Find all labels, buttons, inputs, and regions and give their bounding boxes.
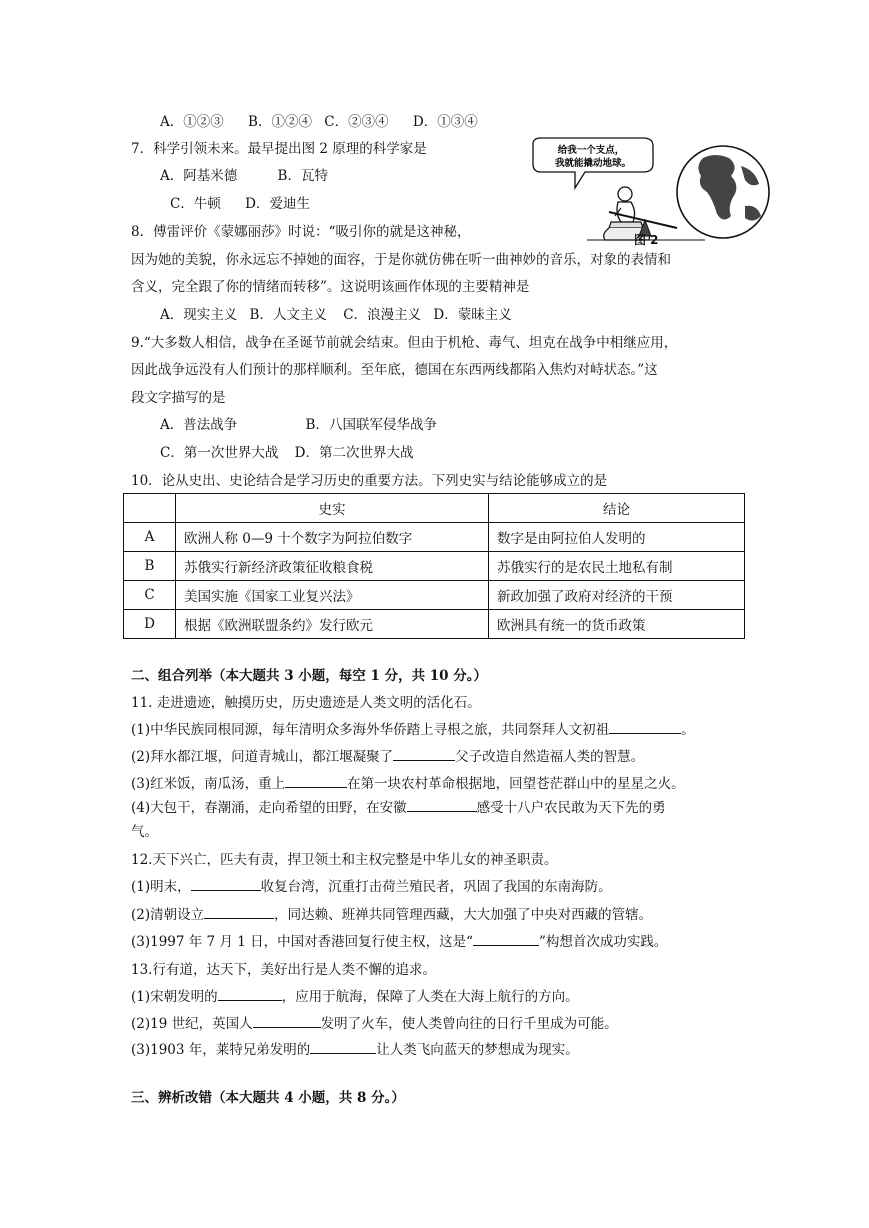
q11-part4-end: 感受十八户农民敢为天下先的勇	[476, 800, 666, 816]
q10-stem: 10．论从史出、史论结合是学习历史的重要方法。下列史实与结论能够成立的是	[131, 473, 608, 489]
answer-blank[interactable]	[310, 1041, 376, 1054]
q11-part3	[131, 775, 685, 793]
q11-part1-text: (1)中华民族同根同源，每年清明众多海外华侨踏上寻根之旅，共同祭拜人文初祖	[131, 722, 610, 738]
q6-option-b: B．①②④	[248, 114, 312, 130]
answer-blank[interactable]	[191, 878, 261, 891]
q11-part2	[131, 748, 644, 766]
q12-part1-end: 收复台湾，沉重打击荷兰殖民者，巩固了我国的东南海防。	[260, 879, 612, 895]
q10-table	[123, 493, 745, 639]
q12-part1-text: (1)明末，	[131, 879, 191, 895]
row-fact: 根据《欧洲联盟条约》发行欧元	[176, 610, 489, 639]
q9-option-d: D．第二次世界大战	[294, 445, 414, 461]
q13-part1	[131, 988, 579, 1006]
q7-option-d: D．爱迪生	[245, 196, 310, 212]
row-conclusion: 欧洲具有统一的货币政策	[489, 610, 745, 639]
answer-blank[interactable]	[407, 799, 477, 812]
q7-options-row2	[170, 195, 310, 213]
q12-part2-text: (2)清朝设立	[131, 907, 205, 923]
row-label: C	[124, 581, 176, 610]
row-conclusion: 数字是由阿拉伯人发明的	[489, 523, 745, 552]
q13-part2	[131, 1015, 618, 1033]
q11-part4-text: (4)大包干，春潮涌，走向希望的田野，在安徽	[131, 800, 407, 816]
answer-blank[interactable]	[218, 988, 282, 1001]
q13-part3-end: 让人类飞向蓝天的梦想成为现实。	[376, 1042, 579, 1058]
q11-part2-text: (2)拜水都江堰，问道青城山，都江堰凝聚了	[131, 749, 394, 765]
q9-options-row1	[160, 416, 437, 434]
speech-text-line2: 我就能撬动地球。	[554, 158, 632, 169]
table-header-fact: 史实	[176, 494, 489, 523]
q8-line3: 含义，完全跟了你的情绪而转移”。这说明该画作体现的主要精神是	[131, 279, 530, 295]
q13-stem: 13.行有道，达天下，美好出行是人类不懈的追求。	[131, 962, 436, 978]
q12-part2-end: ，同达赖、班禅共同管理西藏，大大加强了中央对西藏的管辖。	[274, 907, 653, 923]
q8-options	[160, 306, 512, 324]
table-row	[124, 581, 745, 610]
section-3-title: 三、辨析改错（本大题共 4 小题，共 8 分。）	[131, 1090, 405, 1106]
row-fact: 欧洲人称 0—9 十个数字为阿拉伯数字	[176, 523, 489, 552]
q8-option-d: D．蒙昧主义	[433, 307, 512, 323]
q7-option-c: C．牛顿	[170, 196, 221, 212]
answer-blank[interactable]	[473, 933, 539, 946]
row-label: B	[124, 552, 176, 581]
q12-part3-end: ”构想首次成功实践。	[539, 934, 668, 950]
answer-blank[interactable]	[393, 748, 455, 761]
q13-part1-end: ，应用于航海，保障了人类在大海上航行的方向。	[281, 989, 579, 1005]
q11-stem: 11. 走进遗迹，触摸历史，历史遗迹是人类文明的活化石。	[131, 695, 481, 711]
q7-option-b: B．瓦特	[277, 168, 328, 184]
q11-part3-text: (3)红米饭，南瓜汤，重上	[131, 776, 286, 792]
answer-blank[interactable]	[204, 906, 274, 919]
q12-stem: 12.天下兴亡，匹夫有责，捍卫领土和主权完整是中华儿女的神圣职责。	[131, 852, 558, 868]
q11-part2-end: 父子改造自然造福人类的智慧。	[455, 749, 645, 765]
q9-option-c: C．第一次世界大战	[160, 445, 279, 461]
q8-option-c: C．浪漫主义	[343, 307, 422, 323]
q13-part3-text: (3)1903 年，莱特兄弟发明的	[131, 1042, 311, 1058]
q6-option-d: D．①③④	[412, 114, 478, 130]
q7-options-row1	[160, 167, 328, 185]
q13-part2-end: 发明了火车，使人类曾向往的日行千里成为可能。	[320, 1016, 618, 1032]
q13-part1-text: (1)宋朝发明的	[131, 989, 218, 1005]
q7-stem: 7．科学引领未来。最早提出图 2 原理的科学家是	[131, 141, 427, 157]
table-header-conclusion: 结论	[489, 494, 745, 523]
answer-blank[interactable]	[253, 1015, 321, 1028]
section-2-title: 二、组合列举（本大题共 3 小题，每空 1 分，共 10 分。）	[131, 668, 488, 684]
answer-blank[interactable]	[285, 775, 347, 788]
row-conclusion: 苏俄实行的是农民土地私有制	[489, 552, 745, 581]
speech-text-line1: 给我一个支点，	[557, 145, 625, 156]
q11-part1	[131, 721, 695, 739]
q12-part3-text: (3)1997 年 7 月 1 日，中国对香港回复行使主权，这是“	[131, 934, 474, 950]
q8-line1: 8．傅雷评价《蒙娜丽莎》时说：“吸引你的就是这神秘，	[131, 224, 471, 240]
q9-line1: 9.“大多数人相信，战争在圣诞节前就会结束。但由于机枪、毒气、坦克在战争中相继应用，	[131, 335, 678, 351]
row-fact: 美国实施《国家工业复兴法》	[176, 581, 489, 610]
q9-option-a: A．普法战争	[160, 417, 238, 433]
q11-part1-end: 。	[681, 722, 695, 738]
row-conclusion: 新政加强了政府对经济的干预	[489, 581, 745, 610]
q11-part4-cont: 气。	[131, 824, 158, 840]
row-label: D	[124, 610, 176, 639]
q12-part2	[131, 906, 652, 924]
q9-options-row2	[160, 444, 413, 462]
q8-line2: 因为她的美貌，你永远忘不掉她的面容，于是你就仿佛在听一曲神妙的音乐，对象的表情和	[131, 252, 671, 268]
q11-part4	[131, 799, 666, 817]
q11-part3-end: 在第一块农村革命根据地，回望苍茫群山中的星星之火。	[347, 776, 685, 792]
q9-option-b: B．八国联军侵华战争	[305, 417, 437, 433]
table-header-blank	[124, 494, 176, 523]
table-row	[124, 523, 745, 552]
q8-option-b: B．人文主义	[249, 307, 327, 323]
row-fact: 苏俄实行新经济政策征收粮食税	[176, 552, 489, 581]
answer-blank[interactable]	[609, 721, 681, 734]
row-label: A	[124, 523, 176, 552]
figure-2-caption: 图 2	[634, 233, 659, 247]
q9-line3: 段文字描写的是	[131, 390, 226, 406]
q8-option-a: A．现实主义	[160, 307, 238, 323]
q13-part3	[131, 1041, 579, 1059]
q6-option-c: C．②③④	[324, 114, 389, 130]
table-header-row	[124, 494, 745, 523]
q12-part1	[131, 878, 612, 896]
q13-part2-text: (2)19 世纪，英国人	[131, 1016, 253, 1032]
q9-line2: 因此战争远没有人们预计的那样顺利。至年底，德国在东西两线都陷入焦灼对峙状态。”这	[131, 362, 658, 378]
q7-option-a: A．阿基米德	[160, 168, 238, 184]
q12-part3	[131, 933, 667, 951]
q6-options	[160, 113, 478, 131]
q6-option-a: A．①②③	[160, 114, 224, 130]
table-row	[124, 552, 745, 581]
table-row	[124, 610, 745, 639]
